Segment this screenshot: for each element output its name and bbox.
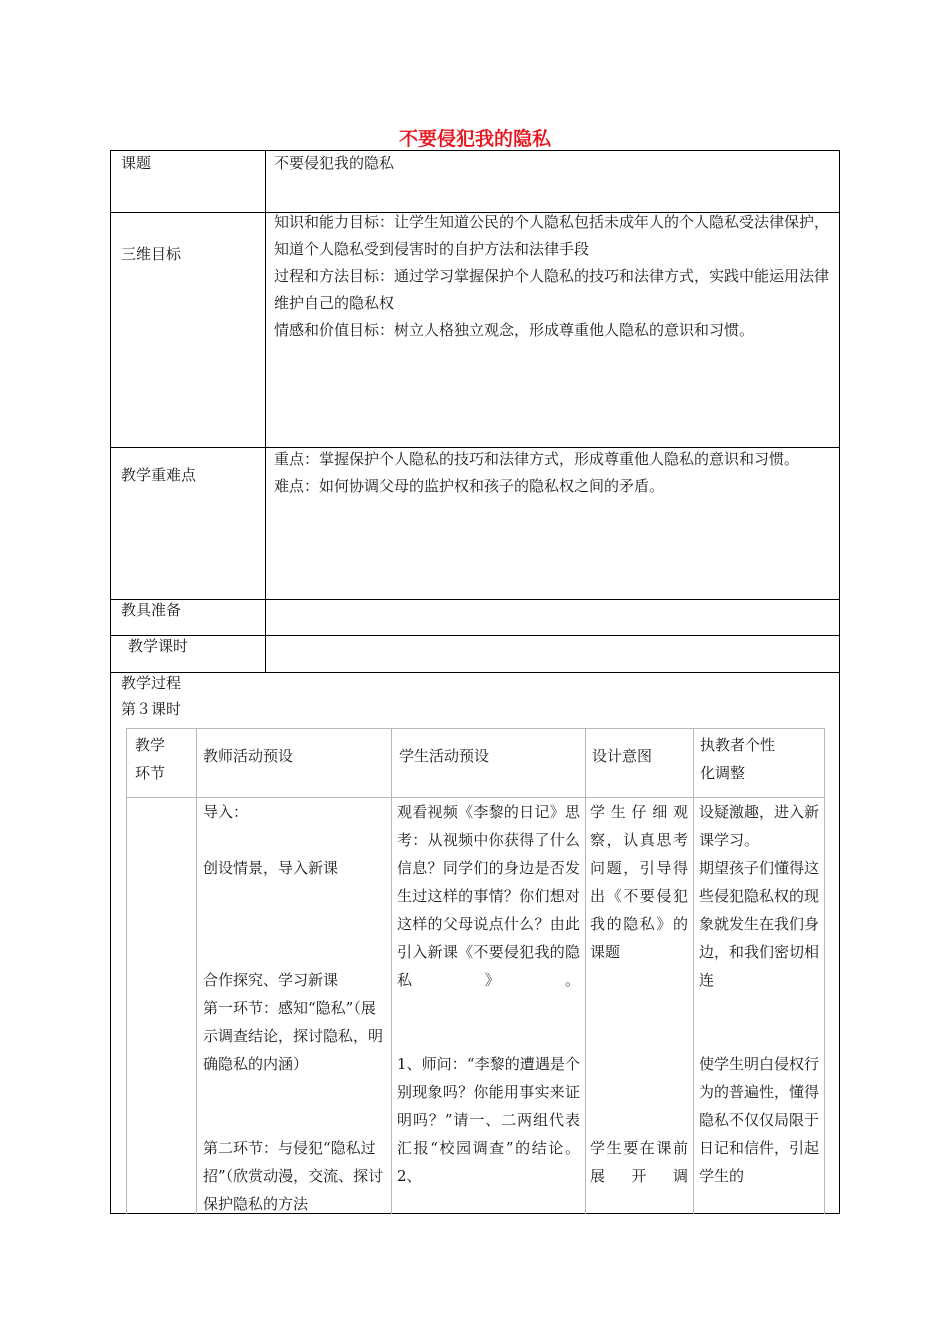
goal-process: 过程和方法目标：通过学习掌握保护个人隐私的技巧和法律方式，实践中能运用法律维护自己的隐私权 (274, 267, 830, 312)
teacher-step-two: 第二环节：与侵犯“隐私过招”（欣赏动漫，交流、探讨保护隐私的方法 (203, 1139, 384, 1213)
goals-label: 三维目标 (121, 245, 182, 263)
column-divider (196, 729, 197, 1214)
key-points-text (274, 446, 834, 500)
column-divider (265, 151, 266, 673)
row-divider (111, 599, 839, 600)
lesson-number: 第３课时 (121, 700, 182, 718)
student-column (397, 798, 580, 1190)
process-label: 教学过程 (121, 674, 182, 692)
hours-label: 教学课时 (128, 637, 189, 655)
row-divider (111, 672, 839, 673)
intent-one: 学生仔细观察，认真思考问题，引导得出《不要侵犯我的隐私》的课题 (590, 803, 688, 961)
teacher-scenario: 创设情景，导入新课 (203, 859, 339, 877)
header-intent: 设计意图 (592, 747, 653, 765)
column-divider (585, 729, 586, 1214)
goals-text (274, 209, 834, 344)
row-divider (111, 635, 839, 636)
process-table (126, 728, 825, 1214)
teacher-step-one: 第一环节：感知“隐私”（展示调查结论，探讨隐私，明确隐私的内涵） (203, 999, 384, 1073)
key-points-label: 教学重难点 (121, 466, 197, 484)
adjust-three: 使学生明白侵权行为的普遍性，懂得隐私不仅仅局限于日记和信件，引起学生的 (699, 1055, 820, 1185)
column-divider (693, 729, 694, 1214)
adjust-column (699, 798, 823, 1190)
teacher-intro: 导入： (203, 803, 249, 821)
header-adjust: 执教者个性化调整 (700, 736, 776, 782)
column-divider (391, 729, 392, 1214)
header-stage: 教学环节 (135, 736, 166, 782)
student-activity-two: 1、师问：“李黎的遭遇是个别现象吗？你能用事实来证明吗？”请一、二两组代表汇报“校园调查”的结论。2、 (397, 1055, 580, 1185)
header-teacher: 教师活动预设 (203, 747, 294, 765)
goal-emotion: 情感和价值目标：树立人格独立观念，形成尊重他人隐私的意识和习惯。 (274, 321, 755, 339)
key-point: 重点：掌握保护个人隐私的技巧和法律方式，形成尊重他人隐私的意识和习惯。 (274, 450, 800, 468)
document-title: 不要侵犯我的隐私 (398, 128, 551, 150)
adjust-two: 期望孩子们懂得这些侵犯隐私权的现象就发生在我们身边，和我们密切相连 (699, 859, 820, 989)
student-activity-one: 观看视频《李黎的日记》思考：从视频中你获得了什么信息？同学们的身边是否发生过这样的事情？你们想对这样的父母说点什么？由此引入新课《不要侵犯我的隐私》。 (397, 803, 580, 989)
difficult-point: 难点：如何协调父母的监护权和孩子的隐私权之间的矛盾。 (274, 477, 665, 495)
goal-knowledge: 知识和能力目标：让学生知道公民的个人隐私包括未成年人的个人隐私受法律保护，知道个人隐私受到侵害时的自护方法和法律手段 (274, 213, 830, 258)
intent-column (590, 798, 688, 1190)
topic-label: 课题 (121, 154, 152, 172)
teacher-column (203, 798, 389, 1218)
header-student: 学生活动预设 (399, 747, 490, 765)
tools-label: 教具准备 (121, 601, 182, 619)
teacher-explore: 合作探究、学习新课 (203, 971, 339, 989)
adjust-one: 设疑激趣，进入新课学习。 (699, 803, 820, 849)
intent-two: 学生要在课前展开调 (590, 1139, 688, 1185)
topic-value: 不要侵犯我的隐私 (274, 154, 395, 172)
